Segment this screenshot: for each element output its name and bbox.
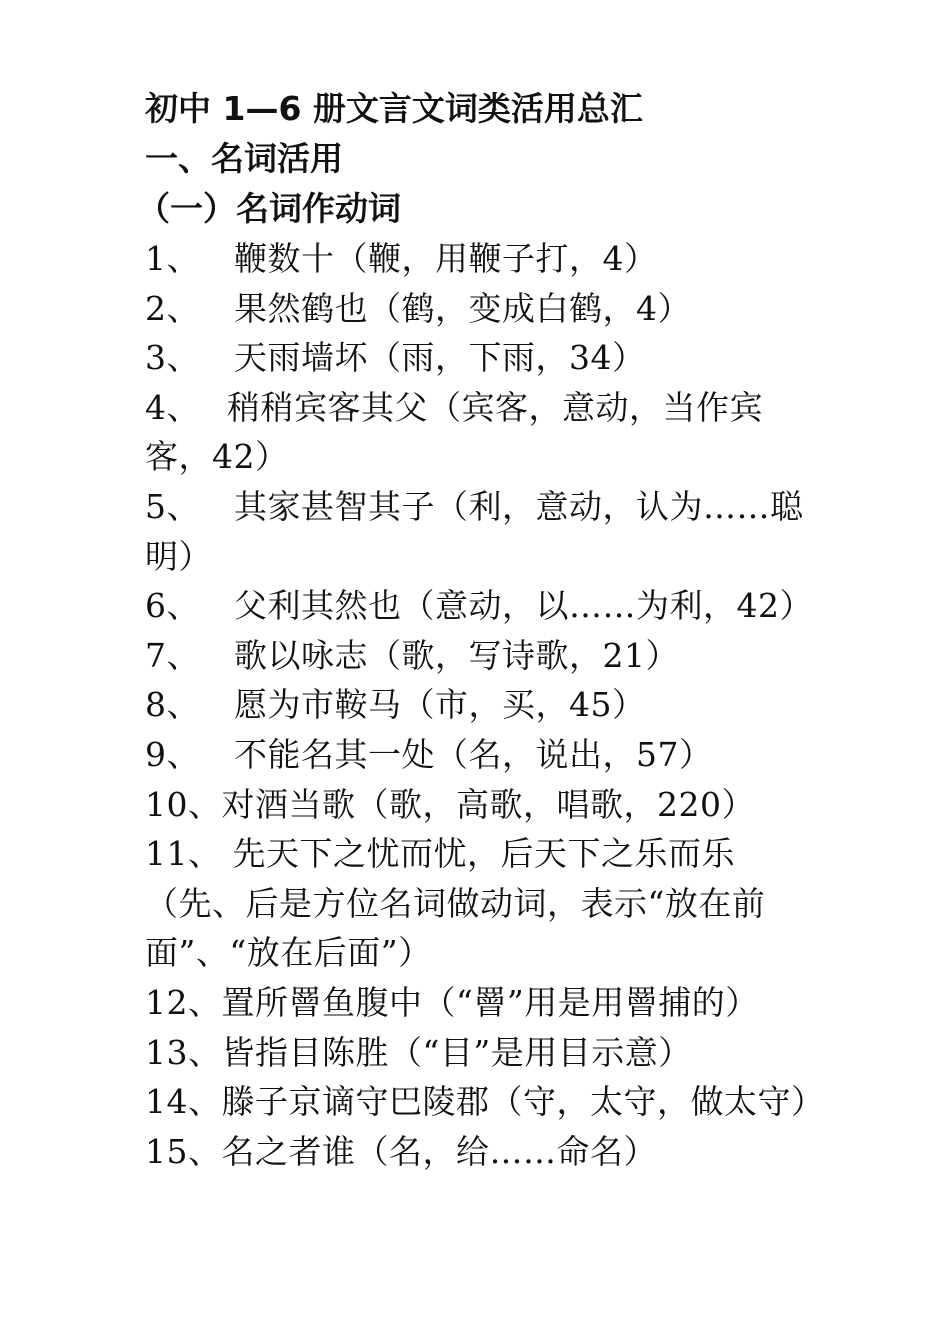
item-text: 对酒当歌（歌，高歌，唱歌，220） — [221, 784, 755, 824]
item-text: 名之者谁（名，给……命名） — [221, 1131, 657, 1171]
list-item — [145, 1077, 825, 1127]
item-number: 6、 — [145, 586, 200, 626]
list-item — [145, 581, 825, 631]
subsection-heading: （一）名词作动词 — [137, 189, 401, 228]
list-item — [145, 1028, 825, 1078]
list-item — [145, 482, 825, 581]
item-number: 7、 — [145, 635, 200, 675]
item-text: 天雨墙坏（雨，下雨，34） — [234, 338, 646, 378]
item-text: 歌以咏志（歌，写诗歌，21） — [234, 635, 679, 675]
item-text: 稍稍宾客其父（宾客，意动，当作宾客，42） — [145, 387, 763, 477]
item-text: 先天下之忧而忧，后天下之乐而乐（先、后是方位名词做动词，表示“放在前面”、“放在后面”） — [145, 834, 766, 973]
item-text: 鞭数十（鞭，用鞭子打，4） — [234, 239, 658, 278]
list-item — [145, 730, 825, 780]
section-heading: 一、名词活用 — [145, 139, 343, 178]
item-number: 11、 — [145, 834, 222, 874]
list-item — [145, 383, 825, 482]
item-number: 3、 — [145, 338, 200, 378]
document-content — [137, 84, 825, 1176]
list-item — [145, 631, 825, 681]
item-text: 父利其然也（意动，以……为利，42） — [234, 586, 813, 626]
list-item — [145, 978, 825, 1028]
list-item — [145, 234, 825, 284]
example-list — [145, 234, 825, 1176]
list-item — [145, 333, 825, 383]
list-item — [145, 680, 825, 730]
item-text: 果然鹤也（鹤，变成白鹤，4） — [234, 288, 691, 328]
item-number: 13、 — [145, 1032, 222, 1072]
item-number: 12、 — [145, 982, 222, 1022]
item-text: 置所罾鱼腹中（“罾”用是用罾捕的） — [221, 982, 759, 1022]
item-text: 其家甚智其子（利，意动，认为……聪明） — [145, 486, 804, 576]
item-number: 1、 — [145, 239, 200, 278]
list-item — [145, 829, 825, 978]
list-item — [145, 284, 825, 334]
item-text: 愿为市鞍马（市，买，45） — [234, 685, 646, 725]
list-item — [145, 780, 825, 830]
item-text: 皆指目陈胜（“目”是用目示意） — [221, 1032, 692, 1072]
item-text: 不能名其一处（名，说出，57） — [234, 734, 713, 774]
item-number: 4、 — [145, 387, 200, 427]
item-number: 14、 — [145, 1082, 222, 1122]
item-number: 2、 — [145, 288, 200, 328]
item-number: 10、 — [145, 784, 222, 824]
item-number: 8、 — [145, 685, 200, 725]
list-item — [145, 1127, 825, 1177]
item-number: 15、 — [145, 1131, 222, 1171]
document-title: 初中 1—6 册文言文词类活用总汇 — [145, 89, 643, 128]
item-number: 9、 — [145, 734, 200, 774]
item-number: 5、 — [145, 486, 200, 526]
item-text: 滕子京谪守巴陵郡（守，太守，做太守） — [221, 1082, 825, 1122]
